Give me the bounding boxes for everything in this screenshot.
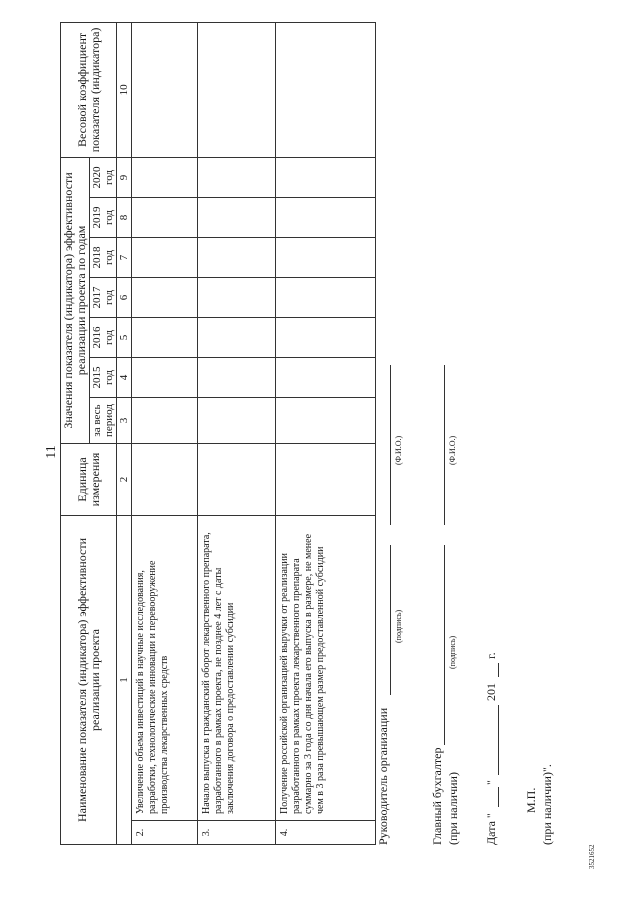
date-day-line (498, 787, 499, 807)
date-month-line (498, 705, 499, 775)
date-year-line (498, 663, 499, 677)
column-number: 8 (117, 198, 132, 238)
column-number: 10 (117, 22, 132, 157)
head-signature-hint: (подпись) (394, 609, 403, 643)
accountant-signature-line (444, 545, 445, 745)
chief-accountant-note: (при наличии) (446, 772, 460, 845)
head-name-hint: (Ф.И.О.) (394, 435, 403, 465)
header-whole-period: за весь период (90, 398, 117, 444)
column-number-row (117, 22, 132, 844)
header-year: 2017 год (90, 278, 117, 318)
column-number: 4 (117, 358, 132, 398)
accountant-signature-hint: (подпись) (448, 635, 457, 669)
accountant-name-hint: (Ф.И.О.) (448, 435, 457, 465)
head-signature-line (390, 545, 391, 695)
row-number: 2. (132, 821, 198, 845)
head-name-line (390, 365, 391, 525)
column-number: 1 (117, 516, 132, 845)
row-number: 3. (198, 821, 276, 845)
date-label: Дата " (484, 813, 498, 845)
accountant-name-line (444, 365, 445, 525)
date-year-suffix: г. (484, 652, 498, 659)
page-number: 11 (44, 445, 59, 459)
stamp-note: (при наличии)". (540, 764, 554, 845)
row-indicator-text: Начало выпуска в гражданский оборот лекарственного препарата, разработанного в рамках проекта, не позднее 4 лет с даты заключения договора о предоставлении субсидии (198, 516, 276, 821)
column-number: 7 (117, 238, 132, 278)
row-indicator-text: Получение российской организацией выручки от реализации разработанного в рамках проекта лекарственного препарата суммарно за 3 года со дня начала его выпуска в размере, не менее чем в 3 раза превышающем размер предоставленной субсидии (276, 516, 376, 821)
date-closing-quote: " (484, 780, 498, 785)
table-row (132, 22, 198, 844)
header-year: 2020 год (90, 157, 117, 197)
header-unit: Единица измерения (61, 444, 117, 516)
header-year: 2015 год (90, 358, 117, 398)
date-year-prefix: 201 (484, 683, 498, 701)
column-number: 6 (117, 278, 132, 318)
row-indicator-text: Увеличение объема инвестиций в научные исследования, разработки, технологические инновации и перевооружение производства лекарственных средств (132, 516, 198, 821)
table-row (276, 22, 376, 844)
header-values-by-year: Значения показателя (индикатора) эффективности реализации проекта по годам (61, 157, 90, 443)
head-of-organization-label: Руководитель организации (376, 707, 390, 845)
header-indicator-name: Наименование показателя (индикатора) эффективности реализации проекта (61, 516, 117, 845)
indicator-table (60, 22, 376, 845)
document-code: 3521652 (588, 844, 596, 869)
table-header-row-1 (61, 22, 90, 844)
column-number: 3 (117, 398, 132, 444)
column-number: 9 (117, 157, 132, 197)
header-weight: Весовой коэффициент показателя (индикатора) (61, 22, 117, 157)
header-year: 2018 год (90, 238, 117, 278)
column-number: 5 (117, 318, 132, 358)
table-row (198, 22, 276, 844)
chief-accountant-label: Главный бухгалтер (430, 747, 444, 845)
row-number: 4. (276, 821, 376, 845)
column-number: 2 (117, 444, 132, 516)
header-year: 2019 год (90, 198, 117, 238)
stamp-label: М.П. (524, 787, 538, 813)
header-year: 2016 год (90, 318, 117, 358)
